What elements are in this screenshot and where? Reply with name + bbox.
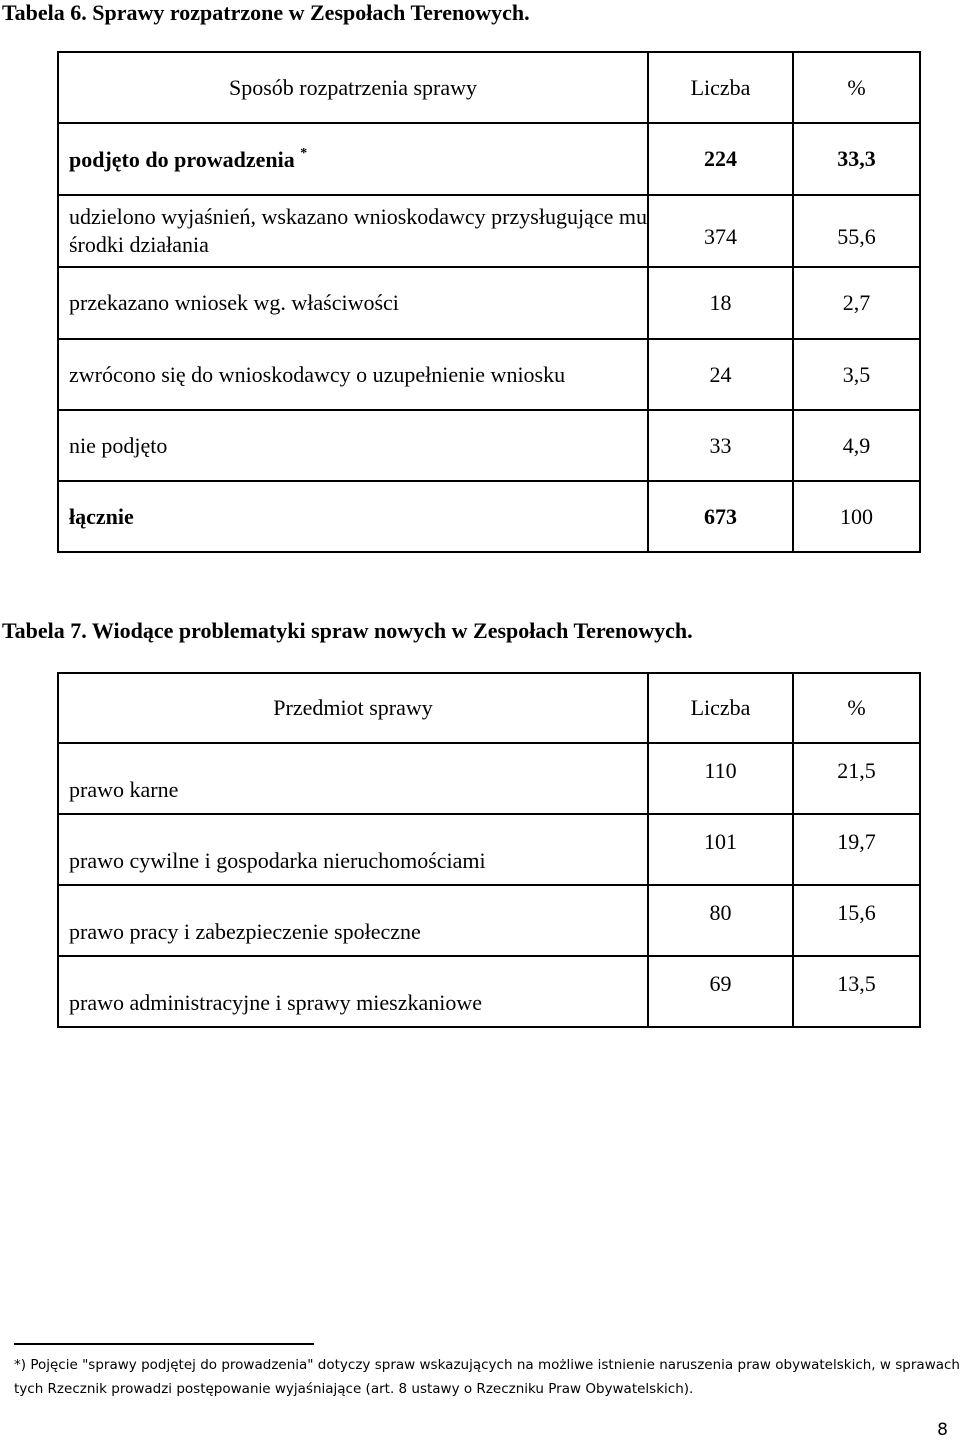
table-row — [58, 814, 920, 885]
row-count: 374 — [648, 195, 793, 267]
column-header-method: Sposób rozpatrzenia sprawy — [58, 52, 648, 123]
row-count: 110 — [648, 743, 793, 814]
row-label: zwrócono się do wnioskodawcy o uzupełnienie wniosku — [58, 339, 648, 410]
footnote-separator — [14, 1343, 314, 1345]
row-count: 224 — [648, 123, 793, 195]
row-percent: 4,9 — [793, 410, 920, 481]
column-header-subject: Przedmiot sprawy — [58, 673, 648, 743]
row-percent: 3,5 — [793, 339, 920, 410]
table-row — [58, 123, 920, 195]
table-row — [58, 339, 920, 410]
row-label: łącznie — [58, 481, 648, 552]
column-header-percent: % — [793, 673, 920, 743]
row-count: 33 — [648, 410, 793, 481]
table-row — [58, 195, 920, 267]
table-row — [58, 743, 920, 814]
row-count: 80 — [648, 885, 793, 956]
row-percent: 15,6 — [793, 885, 920, 956]
footnote: *) Pojęcie "sprawy podjętej do prowadzenia" dotyczy spraw wskazujących na możliwe istnienie naruszenia praw obywatelskich, w sprawach tych Rzecznik prowadzi postępowanie wyjaśniające (art. 8 ustawy o Rzeczniku Praw Obywatelskich). — [14, 1357, 960, 1397]
table-row — [58, 267, 920, 339]
table-row — [58, 410, 920, 481]
row-label: udzielono wyjaśnień, wskazano wnioskodawcy przysługujące mu środki działania — [58, 195, 648, 267]
table-row-total — [58, 481, 920, 552]
row-percent: 100 — [793, 481, 920, 552]
table6-caption: Tabela 6. Sprawy rozpatrzone w Zespołach Terenowych. — [2, 0, 530, 25]
row-count: 673 — [648, 481, 793, 552]
table6 — [57, 51, 921, 553]
table-row — [58, 885, 920, 956]
row-label: nie podjęto — [58, 410, 648, 481]
row-percent: 33,3 — [793, 123, 920, 195]
column-header-percent: % — [793, 52, 920, 123]
table7-caption: Tabela 7. Wiodące problematyki spraw nowych w Zespołach Terenowych. — [2, 618, 693, 643]
row-percent: 19,7 — [793, 814, 920, 885]
row-label: prawo pracy i zabezpieczenie społeczne — [58, 885, 648, 956]
table7 — [57, 672, 921, 1028]
row-percent: 2,7 — [793, 267, 920, 339]
row-label: prawo administracyjne i sprawy mieszkaniowe — [58, 956, 648, 1027]
footnote-marker: * — [300, 145, 308, 161]
page-number: 8 — [937, 1420, 948, 1440]
row-label: prawo cywilne i gospodarka nieruchomościami — [58, 814, 648, 885]
table-header-row — [58, 673, 920, 743]
column-header-count: Liczba — [648, 673, 793, 743]
row-count: 24 — [648, 339, 793, 410]
row-label: przekazano wniosek wg. właściwości — [58, 267, 648, 339]
column-header-count: Liczba — [648, 52, 793, 123]
row-count: 69 — [648, 956, 793, 1027]
table-row — [58, 956, 920, 1027]
row-percent: 13,5 — [793, 956, 920, 1027]
row-label: prawo karne — [58, 743, 648, 814]
row-count: 101 — [648, 814, 793, 885]
table-header-row — [58, 52, 920, 123]
row-count: 18 — [648, 267, 793, 339]
row-percent: 21,5 — [793, 743, 920, 814]
row-label: podjęto do prowadzenia * — [58, 123, 648, 195]
row-percent: 55,6 — [793, 195, 920, 267]
